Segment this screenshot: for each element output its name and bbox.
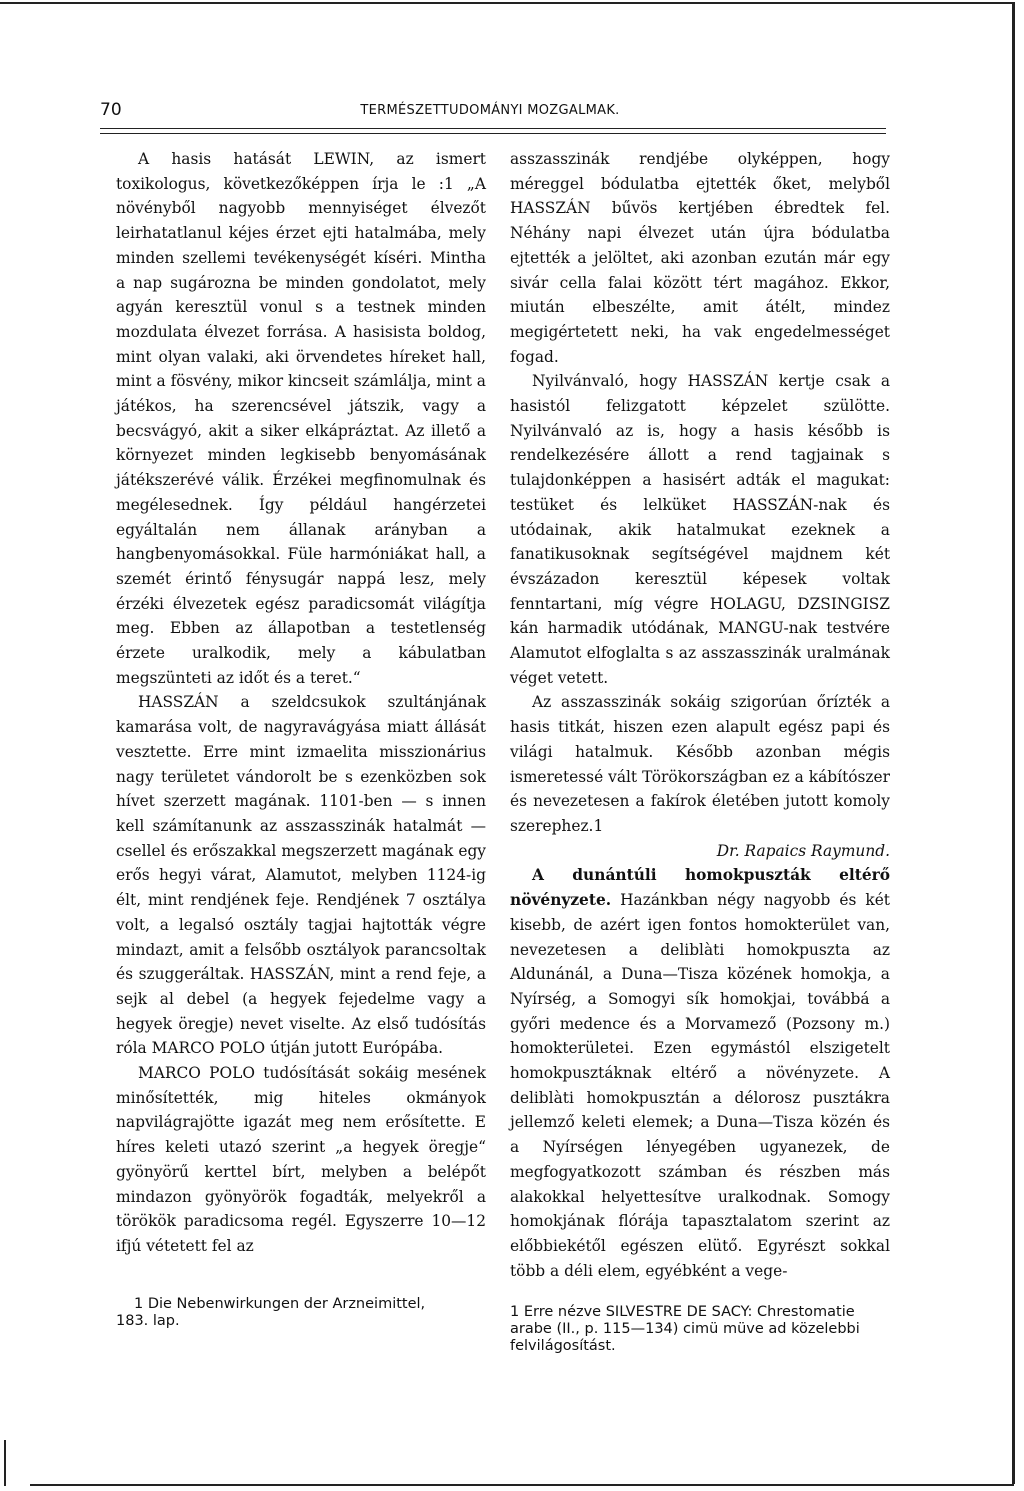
left-column (116, 147, 486, 1259)
page-border-right (1012, 2, 1015, 1484)
author-signature: Dr. Rapaics Raymund. (716, 841, 890, 860)
journal-title: TERMÉSZETTUDOMÁNYI MOZGALMAK. (360, 103, 620, 118)
paragraph-lewin-quote: A hasis hatását LEWIN, az ismert toxikologus, következőképpen írja le :1 „A növényből nagyobb mennyiséget élvezőt leirhatatlanul kéjes érzet ejti hatalmába, mely minden szellemi tevékenységét kíséri. Mintha a nap sugározna be minden gondolatot, mely agyán keresztül vonul s a testnek minden mozdulata élvezet forrása. A hasisista boldog, mint olyan valaki, aki örvendetes híreket hall, mint a fösvény, mikor kincseit számlálja, mint a játékos, ha szerencsével játszik, vagy a becsvágyó, akit a siker elkápráztat. Az illető a környezet minden legkisebb benyomásának játékszerévé válik. Érzékei megfinomulnak és megélesednek. Így például hangérzetei egyáltalán nem állanak arányban a hangbenyomásokkal. Füle harmóniákat hall, a szemét érintő fénysugár nappá lesz, mely érzéki élvezetek egész paradicsomát világítja meg. Ebben az állapotban a testetlenség érzete uralkodik, mely a kábulatban megszünteti az időt és a teret.“ (116, 150, 486, 687)
page-border-top (0, 2, 1012, 4)
paragraph-initiation: asszasszinák rendjébe olyképpen, hogy méreggel bódulatba ejtették őket, melyből HASSZÁN bűvös kertjében ébredtek fel. Néhány napi élvezet után újra bódulatba ejtették a jelöltet, aki azonban ezután már egy sivár cella falai között tért magához. Ekkor, miután elbeszélte, amit átélt, mindez megigértetett neki, ha vak engedelmességet fogad. (510, 150, 890, 366)
paragraph-secret: Az asszasszinák sokáig szigorúan őrízték a hasis titkát, hiszen ezen alapult egész papi és világi hatalmuk. Később azonban mégis ismeretessé vált Törökországban ez a kábítószer és nevezetesen a fakírok életében jutott komoly szerephez.1 (510, 693, 890, 835)
paragraph-sand-flora (510, 863, 890, 1283)
footnote-left-line-2: 183. lap. (116, 1313, 180, 1329)
page-number: 70 (100, 100, 122, 120)
paragraph-hasszan: HASSZÁN a szeldcsukok szultánjának kamarása volt, de nagyravágyása miatt állását vesztette. Erre mint izmaelita misszionárius nagy területet vándorolt be s ezenközben sok hívet szerzett magának. 1101-ben — s innen kell számítanunk az asszasszinák hatalmát — csellel és erőszakkal megszerzett magának egy erős hegyi várat, Alamutot, melyben 1124-ig élt, mint rendjének feje. Rendjének 7 osztálya volt, a legalsó osztály tagjai hajtották végre mindazt, amit a felsőbb osztályok parancsoltak és szuggeráltak. HASSZÁN, mint a rend feje, a sejk al debel (a hegyek fejedelme vagy a hegyek öregje) nevet viselte. Az első tudósítás róla MARCO POLO útján jutott Európába. (116, 693, 486, 1058)
section-heading: A dunántúli homokpuszták eltérő növényzete. (510, 866, 890, 910)
footnote-right (510, 1304, 890, 1355)
page-border-bottom (30, 1484, 1014, 1486)
footnote-right-text: 1 Erre nézve SILVESTRE DE SACY: Chrestomatie arabe (II., p. 115—134) cimü müve ad közelebbi felvilágosítást. (510, 1304, 860, 1354)
footnote-left-line-1: 1 Die Nebenwirkungen der Arzneimittel, (134, 1296, 426, 1312)
paragraph-hasszan-garden: Nyilvánvaló, hogy HASSZÁN kertje csak a hasistól felizgatott képzelet szülötte. Nyilvánvaló az is, hogy a hasis később is rendelkezésére állott a rend tagjainak s tulajdonképpen a hasisért adták el magukat: testüket és lelküket HASSZÁN-nak és utódainak, akik hatalmukat ezeknek a fanatikusoknak segítségével majdnem két évszázadon keresztül képesek voltak fenntartani, míg végre HOLAGU, DZSINGISZ kán harmadik utódának, MANGU-nak testvére Alamutot elfoglalta s az asszasszinák uralmának véget vetett. (510, 372, 890, 687)
running-head (100, 100, 880, 124)
header-rule-thin (100, 133, 886, 134)
page-border-left (4, 1440, 6, 1486)
footnote-left (116, 1296, 486, 1330)
header-rule (100, 128, 886, 129)
section-body: Hazánkban négy nagyobb és két kisebb, de azért igen fontos homokterület van, nevezetesen a deliblàti homokpuszta az Aldunánál, a Duna—Tisza közének homokja, a Nyírség, a Somogyi sík homokjai, továbbá a győri medence és a Morvamező (Pozsony m.) homokterületei. Ezen egymástól elszigetelt homokpusztáknak eltérő a növényzete. A deliblàti homokpusztán a délorosz pusztákra jellemző keleti elemek; a Duna—Tisza közén és a Nyírségen lényegében ugyanezek, de megfogyatkozott számban és részben más alakokkal helyettesítve uralkodnak. Somogy homokjának flórája tapasztalatom szerint az előbbiekétől egészen elütő. Egyrészt sokkal több a déli elem, egyébként a vege- (510, 891, 890, 1280)
right-column (510, 147, 890, 1283)
paragraph-marco-polo: MARCO POLO tudósítását sokáig mesének minősítették, mig hiteles okmányok napvilágrajötte igazát meg nem erősítette. E híres keleti utazó szerint „a hegyek öregje“ gyönyörű kerttel bírt, melyben a belépőt mindazon gyönyörök fogadták, melyekről a törökök paradicsoma regél. Egyszerre 10—12 ifjú vétetett fel az (116, 1064, 486, 1255)
